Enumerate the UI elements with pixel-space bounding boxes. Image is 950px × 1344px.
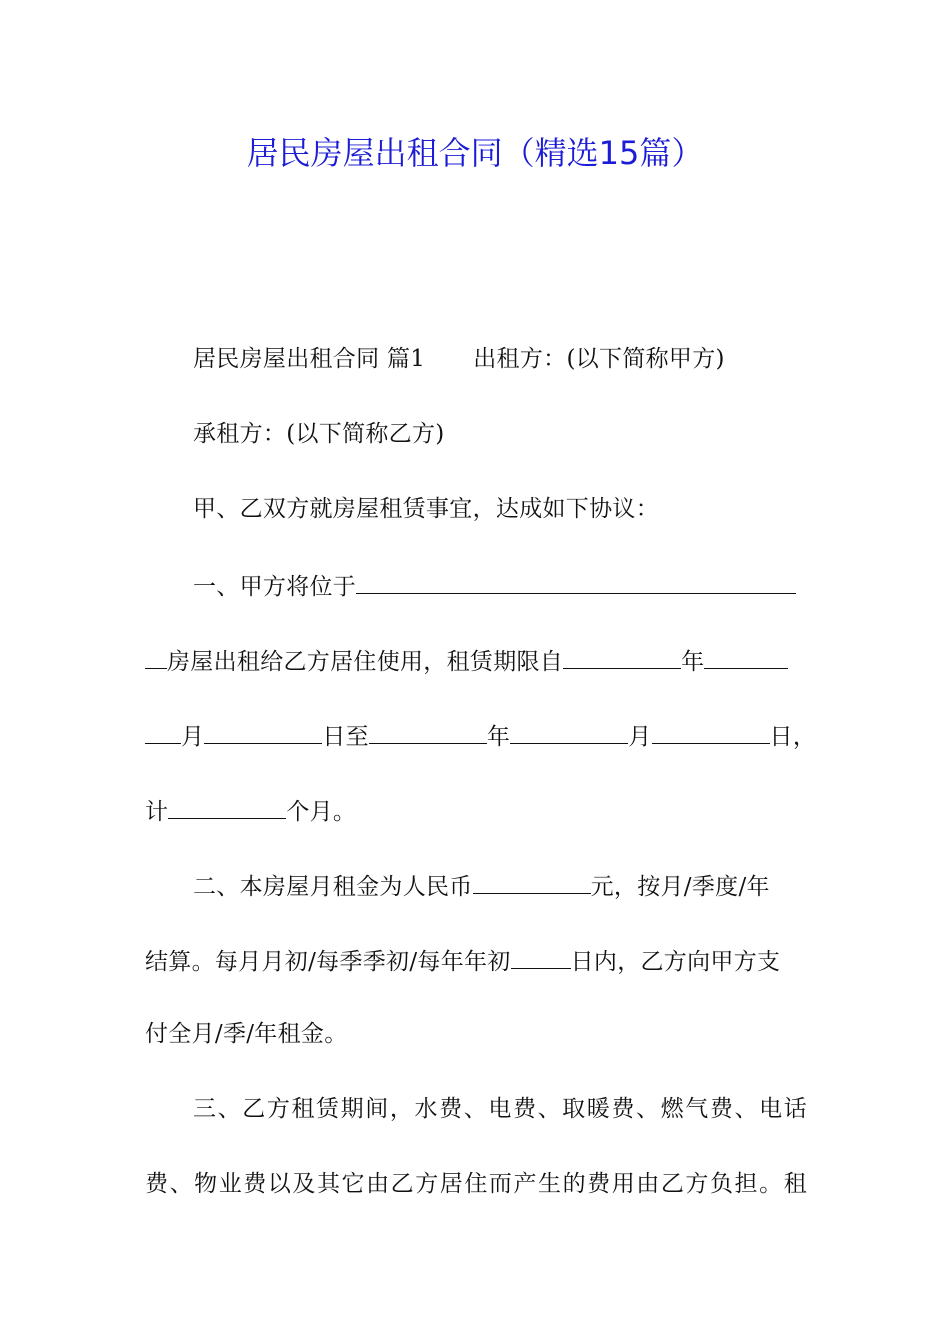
clause1-text: 日， bbox=[769, 724, 817, 750]
location-blank bbox=[356, 567, 796, 594]
total-months-blank bbox=[168, 792, 286, 819]
start-month-blank bbox=[704, 642, 788, 669]
payment-days-blank bbox=[511, 942, 571, 969]
clause1-text: 房屋出租给乙方居住使用，租赁期限自 bbox=[167, 649, 564, 675]
clause3-line2: 费、物业费以及其它由乙方居住而产生的费用由乙方负担。租 bbox=[145, 1171, 807, 1197]
clause2-line2 bbox=[145, 942, 807, 979]
start-day-blank bbox=[204, 717, 322, 744]
clause1-text: 一、甲方将位于 bbox=[193, 574, 357, 600]
intro-paragraph: 甲、乙双方就房屋租赁事宜，达成如下协议： bbox=[193, 496, 659, 522]
clause1-text: 月 bbox=[181, 724, 205, 750]
clause1-text: 年 bbox=[681, 649, 705, 675]
end-month-blank bbox=[510, 717, 628, 744]
lessor-line: 出租方：(以下简称甲方) bbox=[473, 346, 725, 372]
clause1-line4 bbox=[145, 792, 807, 829]
section-heading-line bbox=[193, 342, 807, 376]
clause1-text: 个月。 bbox=[286, 799, 357, 825]
clause2-line3: 付全月/季/年租金。 bbox=[145, 1021, 348, 1047]
location-blank-cont bbox=[145, 642, 167, 669]
clause2-text: 元，按月/季度/年 bbox=[590, 874, 770, 900]
start-year-blank bbox=[563, 642, 681, 669]
end-day-blank bbox=[652, 717, 770, 744]
clause2-text: 结算。每月月初/每季季初/每年年初 bbox=[145, 949, 511, 975]
document-title: 居民房屋出租合同（精选15篇） bbox=[246, 134, 704, 172]
clause1-text: 日至 bbox=[322, 724, 369, 750]
clause1-text: 月 bbox=[628, 724, 652, 750]
clause1-text: 年 bbox=[486, 724, 511, 750]
clause1-line1 bbox=[193, 567, 807, 604]
clause1-line2 bbox=[145, 642, 807, 679]
section-heading: 居民房屋出租合同 篇1 bbox=[193, 346, 426, 372]
clause2-text: 日内，乙方向甲方支 bbox=[570, 949, 781, 975]
clause3-line1: 三、乙方租赁期间，水费、电费、取暖费、燃气费、电话 bbox=[193, 1096, 807, 1122]
clause2-text: 二、本房屋月租金为人民币 bbox=[193, 874, 473, 900]
rent-amount-blank bbox=[473, 867, 591, 894]
start-month-blank-cont bbox=[145, 717, 181, 744]
clause1-text: 计 bbox=[145, 799, 169, 825]
clause1-line3 bbox=[145, 717, 817, 754]
clause2-line1 bbox=[193, 867, 807, 904]
lessee-line: 承租方：(以下简称乙方) bbox=[193, 421, 445, 447]
end-year-blank bbox=[369, 717, 487, 744]
